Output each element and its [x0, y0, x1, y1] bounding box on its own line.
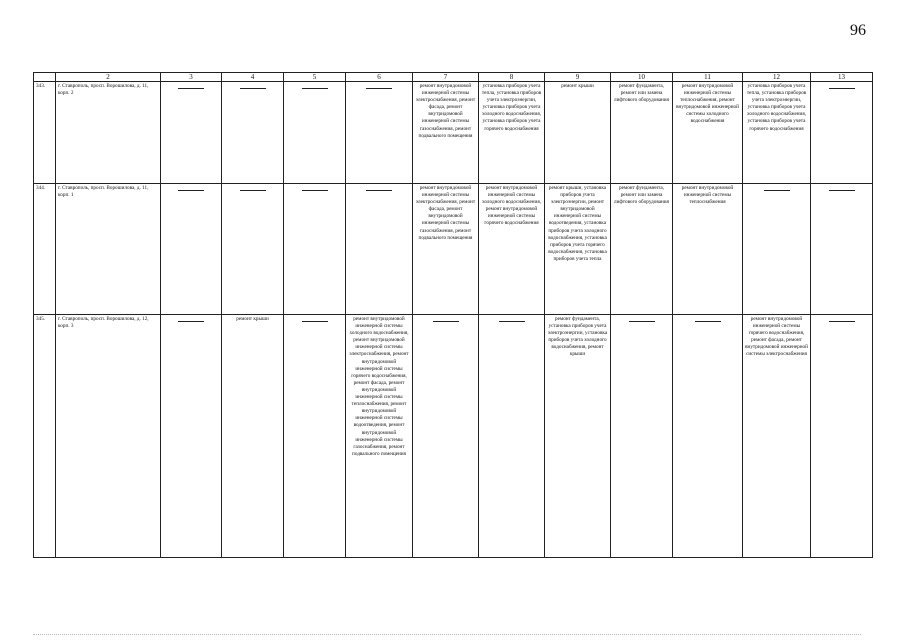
table-cell: [346, 184, 413, 315]
table-cell: [284, 82, 346, 184]
table-cell: [673, 315, 743, 558]
column-header: 12: [743, 73, 811, 82]
table-row: [34, 184, 873, 315]
table-cell: ремонт крыши: [545, 82, 611, 184]
column-header: [34, 73, 56, 82]
empty-dash: [178, 190, 204, 191]
table-cell: ремонт крыши, установка приборов учета электроэнергии, ремонт внутридомовой инженерной системы водоотведения, установка приборов учета холодного водоснабжения, установка приборов учета горячего водоснабжения, установка приборов учета тепла: [545, 184, 611, 315]
table-cell: ремонт внутридомовой инженерной системы теплоснабжения: [673, 184, 743, 315]
table-cell: [161, 82, 222, 184]
table-cell: ремонт внутридомовой инженерной системы горячего водоснабжения, ремонт фасада, ремонт внутридомовой инженерной системы электроснабжения: [743, 315, 811, 558]
column-header: 6: [346, 73, 413, 82]
column-header: 10: [611, 73, 673, 82]
column-header: 13: [811, 73, 873, 82]
table-cell: ремонт внутридомовой инженерной системы холодного водоснабжения, ремонт внутридомовой инженерной системы горячего водоснабжения: [479, 184, 545, 315]
table-row: [34, 315, 873, 558]
empty-dash: [302, 190, 328, 191]
table-cell: [611, 315, 673, 558]
empty-dash: [240, 190, 266, 191]
column-number-row: [34, 73, 873, 82]
empty-dash: [302, 321, 328, 322]
empty-dash: [499, 321, 525, 322]
table-row: [34, 82, 873, 184]
empty-dash: [829, 88, 855, 89]
table-cell: [161, 184, 222, 315]
empty-dash: [433, 321, 459, 322]
address-cell: г. Ставрополь, просп. Ворошилова, д. 12, корп. 3: [56, 315, 161, 558]
table-cell: [284, 184, 346, 315]
page-number: 96: [850, 22, 866, 39]
column-header: 8: [479, 73, 545, 82]
row-number: 343.: [34, 82, 56, 184]
empty-dash: [240, 88, 266, 89]
row-number: 344.: [34, 184, 56, 315]
empty-dash: [695, 321, 721, 322]
table-cell: ремонт внутридомовой инженерной системы теплоснабжения, ремонт внутридомовой инженерной системы холодного водоснабжения: [673, 82, 743, 184]
column-header: 9: [545, 73, 611, 82]
table-cell: ремонт фундамента, установка приборов учета электроэнергии, установка приборов учета холодного водоснабжения, ремонт крыши: [545, 315, 611, 558]
column-header: 3: [161, 73, 222, 82]
table-cell: ремонт внутридомовой инженерной системы холодного водоснабжения, ремонт внутридомовой инженерной системы электроснабжения, ремонт внутридомовой инженерной системы горячего водоснабжения, ремонт фасада, ремонт внутридомовой инженерной системы теплоснабжения, ремонт внутридомовой инженерной системы водоотведения, ремонт внутридомовой инженерной системы газоснабжения, ремонт подвального помещения: [346, 315, 413, 558]
table-cell: [413, 315, 479, 558]
row-number: 345.: [34, 315, 56, 558]
table-cell: ремонт крыши: [222, 315, 284, 558]
empty-dash: [629, 321, 655, 322]
scan-artifact-line: [33, 634, 861, 635]
empty-dash: [366, 88, 392, 89]
table-cell: [161, 315, 222, 558]
table-cell: [222, 82, 284, 184]
empty-dash: [302, 88, 328, 89]
address-cell: г. Ставрополь, просп. Ворошилова, д. 11, корп. 2: [56, 82, 161, 184]
column-header: 5: [284, 73, 346, 82]
table-cell: ремонт внутридомовой инженерной системы электроснабжения, ремонт фасада, ремонт внутридомовой инженерной системы газоснабжения, ремонт подвального помещения: [413, 184, 479, 315]
repair-schedule-table: [33, 72, 873, 558]
table-cell: ремонт фундамента, ремонт или замена лифтового оборудования: [611, 184, 673, 315]
empty-dash: [366, 190, 392, 191]
column-header: 11: [673, 73, 743, 82]
column-header: 7: [413, 73, 479, 82]
table-cell: установка приборов учета тепла, установка приборов учета электроэнергии, установка приборов учета холодного водоснабжения, установка приборов учета горячего водоснабжения: [479, 82, 545, 184]
empty-dash: [764, 190, 790, 191]
table-cell: установка приборов учета тепла, установка приборов учета электроэнергии, установка приборов учета холодного водоснабжения, установка приборов учета горячего водоснабжения: [743, 82, 811, 184]
empty-dash: [178, 321, 204, 322]
empty-dash: [829, 190, 855, 191]
table-cell: [222, 184, 284, 315]
column-header: 4: [222, 73, 284, 82]
table-cell: [811, 184, 873, 315]
table-cell: [346, 82, 413, 184]
column-header: 2: [56, 73, 161, 82]
empty-dash: [178, 88, 204, 89]
table-cell: ремонт фундамента, ремонт или замена лифтового оборудования: [611, 82, 673, 184]
table-cell: [743, 184, 811, 315]
empty-dash: [829, 321, 855, 322]
address-cell: г. Ставрополь, просп. Ворошилова, д. 11, корп. 1: [56, 184, 161, 315]
table-cell: [284, 315, 346, 558]
table-cell: [811, 315, 873, 558]
table-cell: ремонт внутридомовой инженерной системы электроснабжения, ремонт фасада, ремонт внутридомовой инженерной системы газоснабжения, ремонт подвального помещения: [413, 82, 479, 184]
table-cell: [811, 82, 873, 184]
table-cell: [479, 315, 545, 558]
